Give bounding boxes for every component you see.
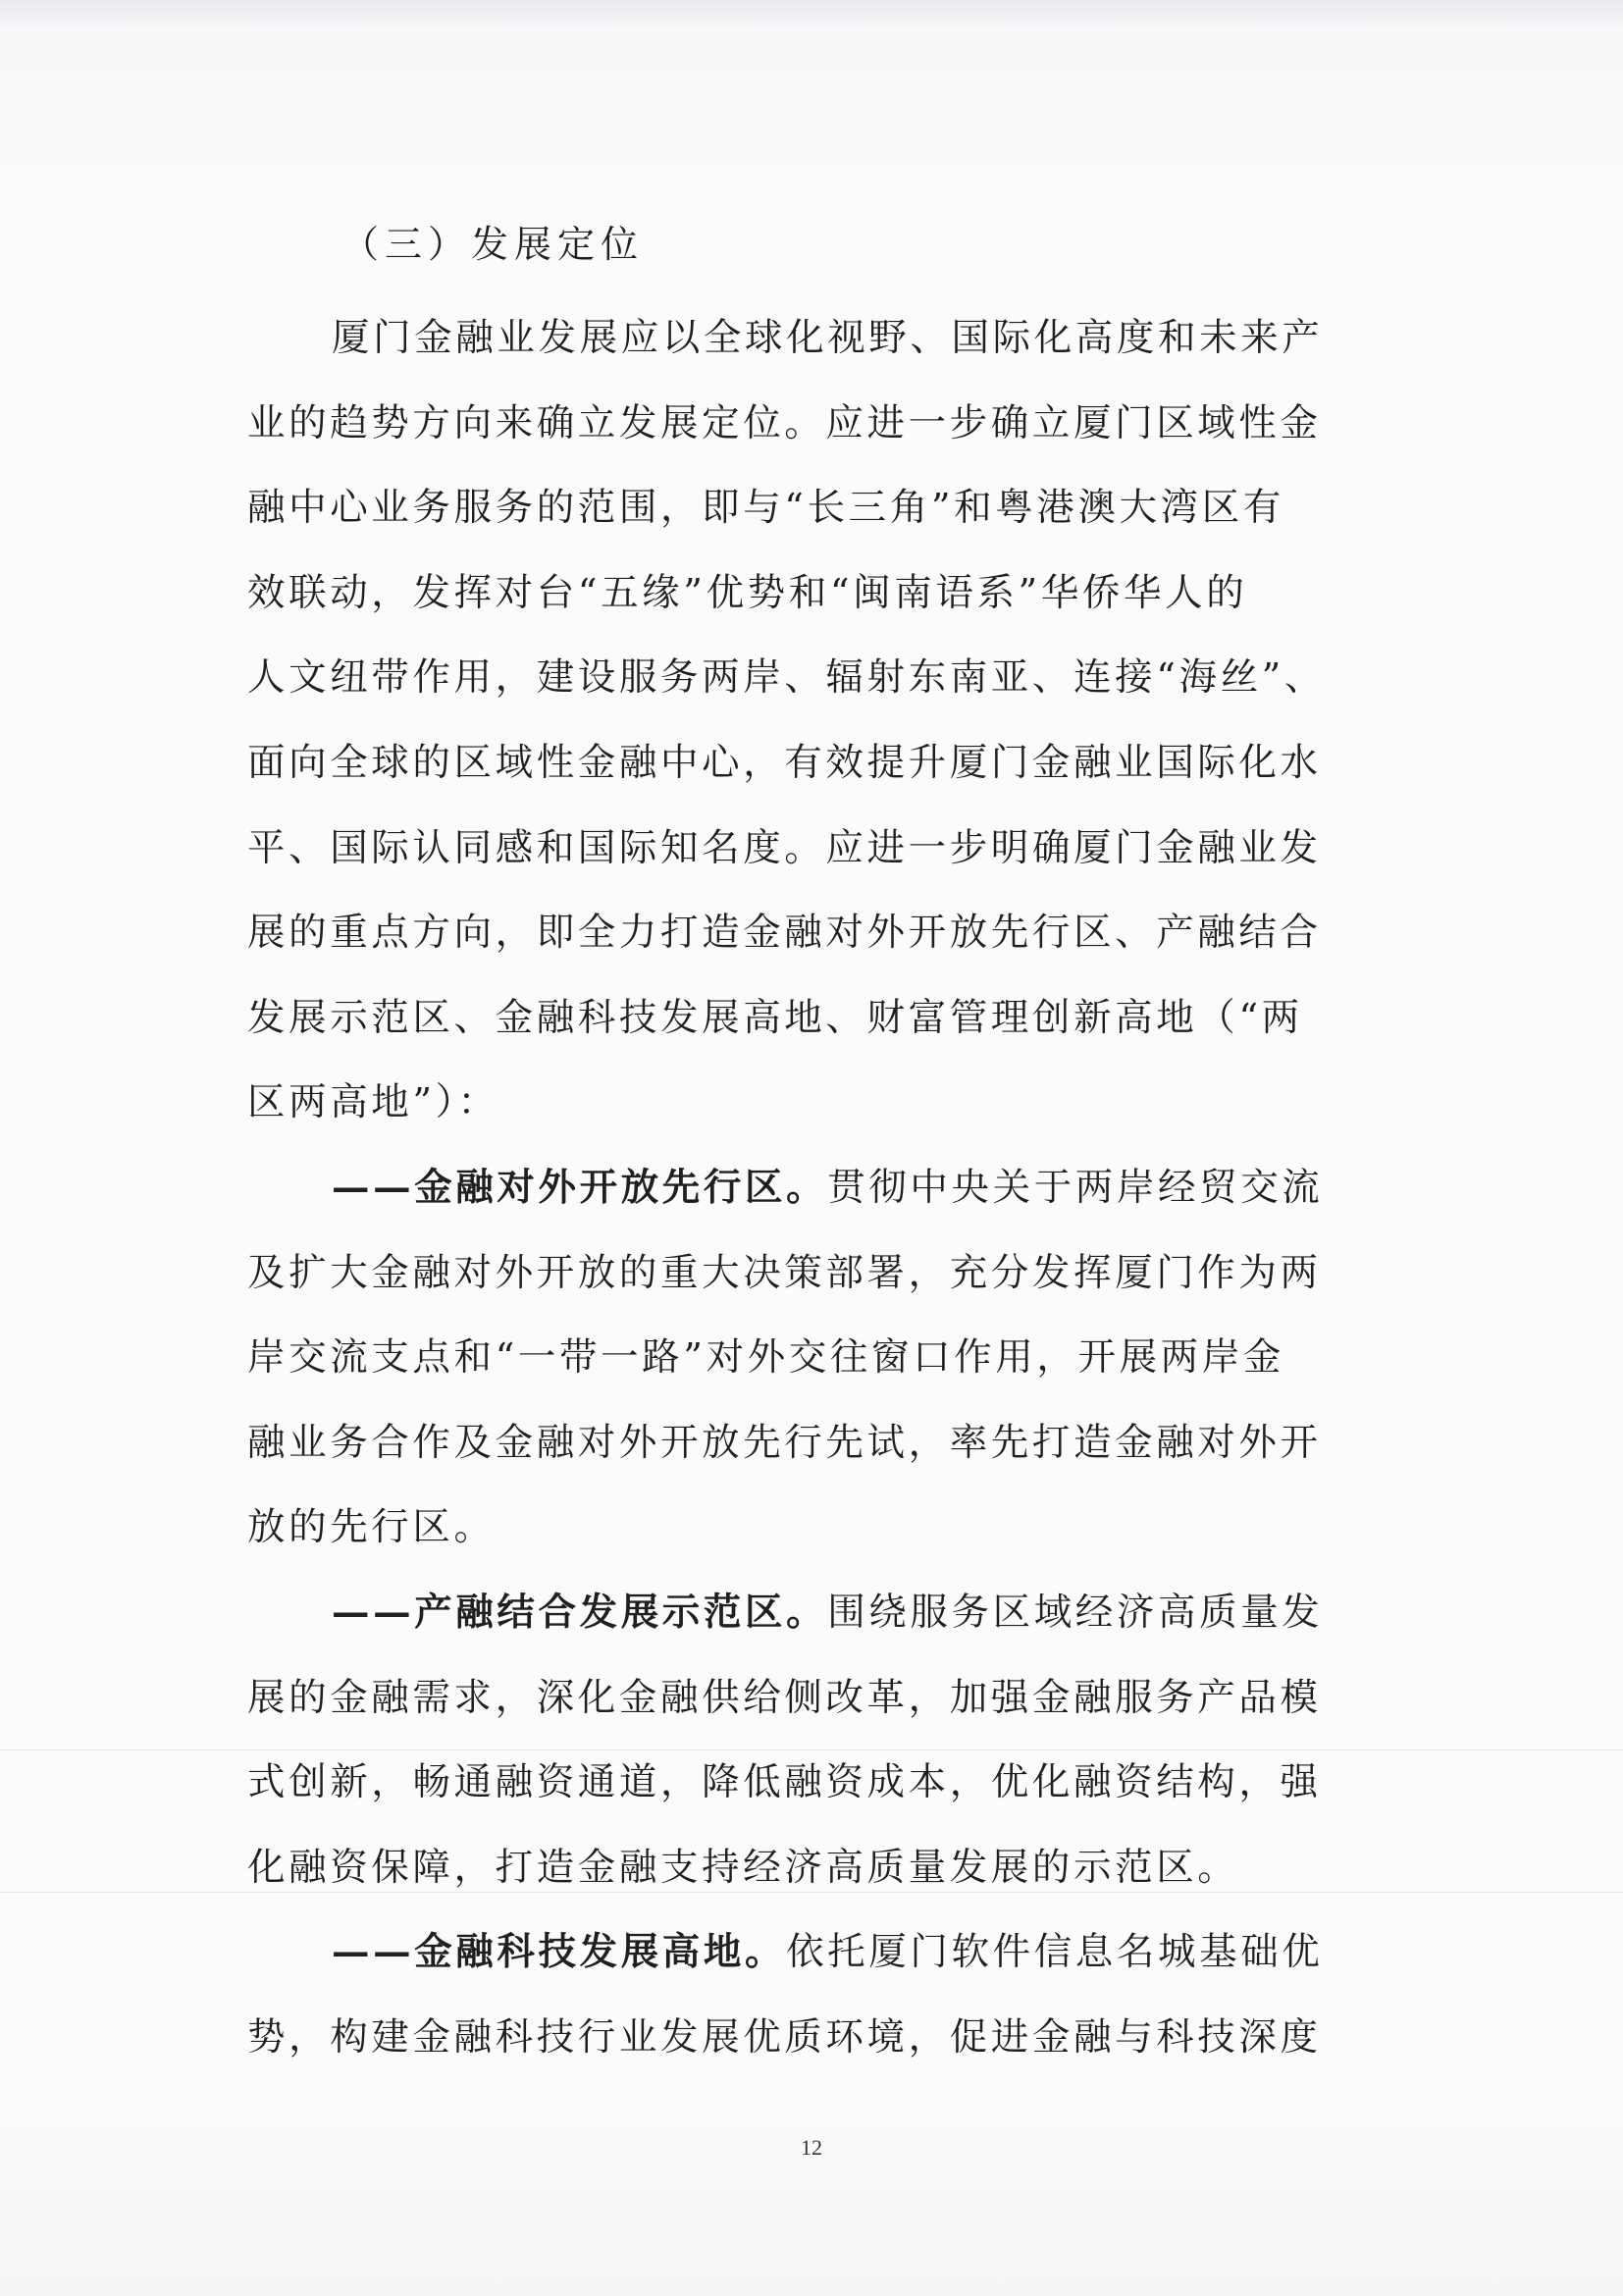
paragraph-line: 融中心业务服务的范围，即与“长三角”和粤港澳大湾区有 xyxy=(247,486,1284,531)
item-text: 依托厦门软件信息名城基础优 xyxy=(786,1930,1324,1975)
paragraph-line: 化融资保障，打造金融支持经济高质量发展的示范区。 xyxy=(247,1845,1239,1890)
paragraph-line: 面向全球的区域性金融中心，有效提升厦门金融业国际化水 xyxy=(247,740,1322,785)
item-text: 贯彻中央关于两岸经贸交流 xyxy=(827,1165,1324,1210)
item-title: ——产融结合发展示范区。 xyxy=(332,1590,828,1635)
paragraph-line: 发展示范区、金融科技发展高地、财富管理创新高地（“两 xyxy=(247,995,1303,1040)
paragraph-line: 业的趋势方向来确立发展定位。应进一步确立厦门区域性金 xyxy=(247,400,1322,445)
page-number: 12 xyxy=(801,2135,822,2160)
scan-shadow-top xyxy=(0,0,1623,29)
page-body xyxy=(247,214,1366,2080)
paragraph-line: 人文纽带作用，建设服务两岸、辐射东南亚、连接“海丝”、 xyxy=(247,655,1327,701)
item-text: 围绕服务区域经济高质量发 xyxy=(827,1590,1324,1635)
paragraph-line: 及扩大金融对外开放的重大决策部署，充分发挥厦门作为两 xyxy=(247,1250,1322,1295)
intro-paragraph xyxy=(247,296,1366,1146)
paragraph-line: 展的重点方向，即全力打造金融对外开放先行区、产融结合 xyxy=(247,911,1322,956)
paragraph-line: 放的先行区。 xyxy=(247,1505,496,1550)
paragraph-line: 岸交流支点和“一带一路”对外交往窗口作用，开展两岸金 xyxy=(247,1335,1284,1381)
item-paragraph-industry-finance xyxy=(247,1571,1366,1910)
paragraph-line xyxy=(247,1571,1366,1656)
paragraph-line xyxy=(247,1146,1366,1231)
section-heading: （三）发展定位 xyxy=(341,223,645,266)
paragraph-line: 式创新，畅通融资通道，降低融资成本，优化融资结构，强 xyxy=(247,1760,1322,1805)
item-paragraph-opening-up xyxy=(247,1146,1366,1571)
paragraph-line: 平、国际认同感和国际知名度。应进一步明确厦门金融业发 xyxy=(247,825,1322,870)
paragraph-line: 效联动，发挥对台“五缘”优势和“闽南语系”华侨华人的 xyxy=(247,570,1248,615)
paragraph-line: 融业务合作及金融对外开放先行先试，率先打造金融对外开 xyxy=(247,1420,1322,1465)
paragraph-line xyxy=(247,1910,1366,1996)
paragraph-line: 势，构建金融科技行业发展优质环境，促进金融与科技深度 xyxy=(247,2014,1322,2060)
item-title: ——金融对外开放先行区。 xyxy=(332,1165,828,1210)
paragraph-line: 展的金融需求，深化金融供给侧改革，加强金融服务产品模 xyxy=(247,1675,1322,1720)
paragraph-line: 厦门金融业发展应以全球化视野、国际化高度和未来产 xyxy=(332,316,1324,360)
paragraph-line: 区两高地”）： xyxy=(247,1080,499,1125)
item-paragraph-fintech xyxy=(247,1910,1366,2080)
item-title: ——金融科技发展高地。 xyxy=(332,1930,787,1975)
